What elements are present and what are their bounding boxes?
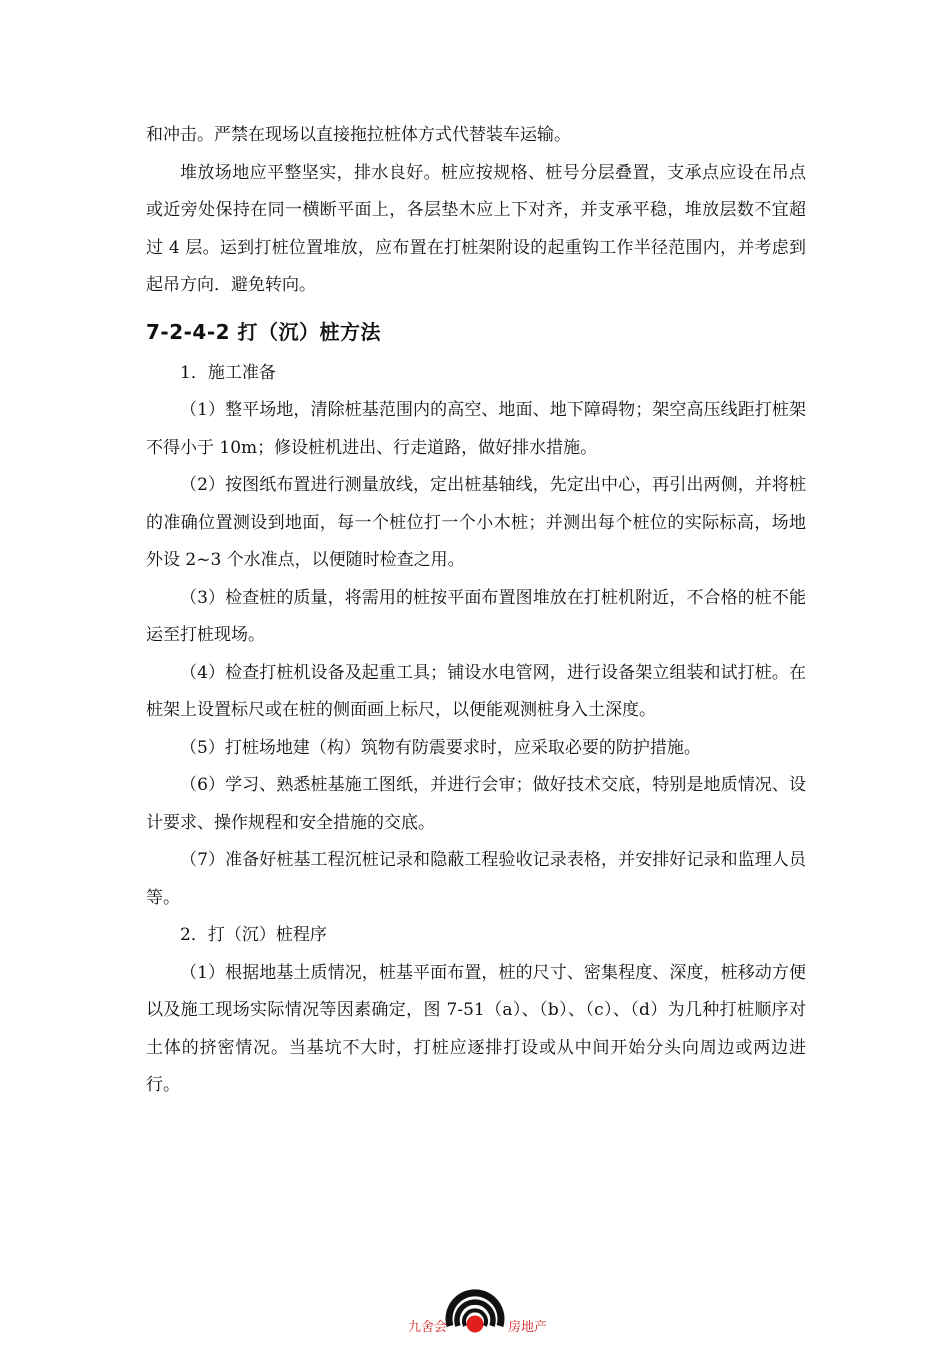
list-item: （2）按图纸布置进行测量放线，定出桩基轴线，先定出中心，再引出两侧，并将桩的准确位置测设到地面，每一个桩位打一个小木桩；并测出每个桩位的实际标高，场地外设 2~3 个水准点，以便随时检查之用。 [146,475,806,570]
paragraph-transport-end: 和冲击。严禁在现场以直接拖拉桩体方式代替装车运输。 [146,125,571,145]
section-heading: 7-2-4-2 打（沉）桩方法 [146,319,382,344]
list-item: （1）整平场地，清除桩基范围内的高空、地面、地下障碍物；架空高压线距打桩架不得小于 10m；修设桩机进出、行走道路，做好排水措施。 [146,400,806,458]
list-item: （4）检查打桩机设备及起重工具；铺设水电管网，进行设备架立组装和试打桩。在桩架上设置标尺或在桩的侧面画上标尺，以便能观测桩身入土深度。 [146,662,806,720]
footer-brand-right: 房地产 [508,1320,548,1335]
list-item: （1）根据地基土质情况，桩基平面布置，桩的尺寸、密集程度、深度，桩移动方便以及施工现场实际情况等因素确定，图 7-51（a）、（b）、（c）、（d）为几种打桩顺序对土体的挤密情况。当基坑不大时，打桩应逐排打设或从中间开始分头向周边或两边进行。 [146,962,806,1095]
paragraph-stacking: 堆放场地应平整坚实，排水良好。桩应按规格、桩号分层叠置，支承点应设在吊点或近旁处保持在同一横断平面上，各层垫木应上下对齐，并支承平稳，堆放层数不宜超过 4 层。运到打桩位置堆放，应布置在打桩架附设的起重钩工作半径范围内，并考虑到起吊方向．避免转向。 [146,162,806,295]
concentric-arc-logo-icon [445,1274,505,1338]
list-item: （5）打桩场地建（构）筑物有防震要求时，应采取必要的防护措施。 [180,737,701,758]
list-item: （3）检查桩的质量，将需用的桩按平面布置图堆放在打桩机附近，不合格的桩不能运至打桩现场。 [146,587,806,645]
list-item: （6）学习、熟悉桩基施工图纸，并进行会审；做好技术交底，特别是地质情况、设计要求、操作规程和安全措施的交底。 [146,775,806,833]
subsection-title-procedure: 2．打（沉）桩程序 [180,925,327,945]
document-body [146,117,806,1105]
list-item: （7）准备好桩基工程沉桩记录和隐蔽工程验收记录表格，并安排好记录和监理人员等。 [146,850,806,908]
subsection-title-preparation: 1．施工准备 [180,362,276,383]
page-footer [0,1272,950,1342]
footer-brand-left: 九舍会 [407,1320,447,1335]
